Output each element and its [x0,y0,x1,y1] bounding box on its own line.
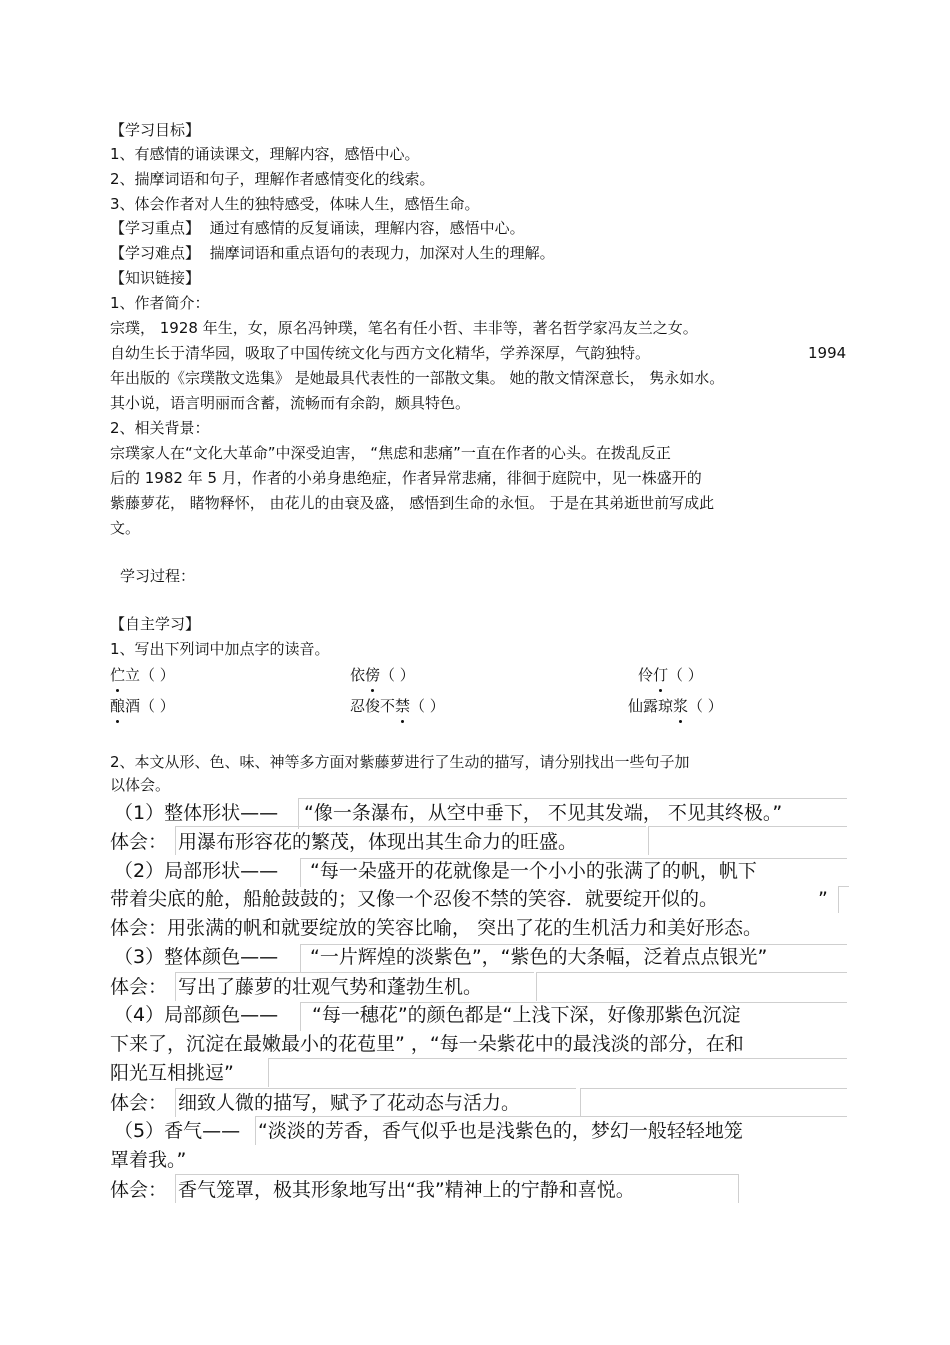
pinyin-item: 酿酒（ ） [110,697,175,715]
answer-3-feel-label: 体会： [110,976,168,998]
dotted-char: 酿 [110,697,126,715]
dotted-char: 仃 [653,666,669,684]
pinyin-item: 伫立（ ） [110,666,175,684]
question-2-line-1: 2、本文从形、色、味、神等多方面对紫藤萝进行了生动的描写，请分别找出一些句子加 [110,753,690,771]
author-line-4: 其小说，语言明丽而含蓄，流畅而有余韵，颇具特色。 [110,394,471,412]
author-line-2: 自幼生长于清华园，吸取了中国传统文化与西方文化精华，学养深厚，气韵独特。 [110,344,651,362]
author-line-1: 宗璞， 1928 年生，女，原名冯钟璞，笔名有任小哲、丰非等，著名哲学家冯友兰之女。 [110,319,698,337]
answer-4-label: （4）局部颜色—— [114,1004,279,1026]
question-1: 1、写出下列词中加点字的读音。 [110,640,330,658]
process-heading: 学习过程： [120,567,196,585]
answer-5-feel-label: 体会： [110,1179,168,1201]
key-point [110,218,525,238]
answer-5-quote-2: 罩着我。” [110,1149,187,1171]
answer-5-label: （5）香气—— [114,1120,241,1142]
author-heading: 1、作者简介： [110,294,210,312]
answer-1-feel: 用瀑布形容花的繁茂，体现出其生命力的旺盛。 [178,831,578,853]
answer-4-quote-2: 下来了，沉淀在最嫩最小的花苞里” ，“每一朵紫花中的最浅淡的部分，在和 [110,1033,744,1055]
knowledge-link-heading: 【知识链接】 [110,269,201,287]
background-line-2: 后的 1982 年 5 月，作者的小弟身患绝症，作者异常悲痛，徘徊于庭院中，见一株盛开的 [110,469,702,487]
key-point-text: 通过有感情的反复诵读，理解内容，感悟中心。 [209,219,525,237]
answer-frame [580,1088,847,1117]
answer-4-feel: 细致人微的描写，赋予了花动态与活力。 [178,1092,521,1114]
answer-5-quote-1: “淡淡的芳香，香气似乎也是浅紫色的，梦幻一般轻轻地笼 [258,1120,743,1142]
goal-1: 1、有感情的诵读课文，理解内容，感悟中心。 [110,145,420,163]
answer-frame [268,1058,847,1087]
answer-5-feel: 香气笼罩，极其形象地写出“我”精神上的宁静和喜悦。 [178,1179,635,1201]
dotted-char: 伫 [110,666,126,684]
answer-3-feel: 写出了藤萝的壮观气势和蓬勃生机。 [178,976,483,998]
answer-1-label: （1）整体形状—— [114,802,279,824]
answer-4-quote-1: “每一穗花”的颜色都是“上浅下深，好像那紫色沉淀 [312,1004,741,1026]
goals-heading: 【学习目标】 [110,121,201,139]
pinyin-item: 忍俊不禁（ ） [350,697,445,715]
question-2-line-2: 以体会。 [110,776,171,794]
difficulty-label: 【学习难点】 [110,244,201,262]
answer-3-quote: “一片辉煌的淡紫色”，“紫色的大条幅，泛着点点银光” [310,946,768,968]
author-year: 1994 [808,344,847,362]
dotted-char: 傍 [365,666,381,684]
pinyin-item: 伶仃（ ） [638,666,703,684]
answer-2-label: （2）局部形状—— [114,860,279,882]
dotted-char: 禁 [395,697,411,715]
key-point-label: 【学习重点】 [110,219,201,237]
answer-frame [838,886,849,913]
background-line-3: 紫藤萝花， 睹物释怀， 由花儿的由衰及盛， 感悟到生命的永恒。 于是在其弟逝世前写成此 [110,494,715,512]
answer-2-quote-2: 带着尖底的舱，船舱鼓鼓的；又像一个忍俊不禁的笑容．就要绽开似的。 [110,888,719,910]
answer-4-feel-label: 体会： [110,1092,168,1114]
answer-2-quote-1: “每一朵盛开的花就像是一个小小的张满了的帆，帆下 [310,860,757,882]
goal-2: 2、揣摩词语和句子，理解作者感情变化的线索。 [110,170,435,188]
answer-3-label: （3）整体颜色—— [114,946,279,968]
answer-2-quote-end: ” [818,888,828,910]
goal-3: 3、体会作者对人生的独特感受，体味人生，感悟生命。 [110,195,480,213]
answer-1-quote: “像一条瀑布，从空中垂下， 不见其发端， 不见其终极。” [304,802,783,824]
pinyin-item: 依傍（ ） [350,666,415,684]
difficulty-text: 揣摩词语和重点语句的表现力，加深对人生的理解。 [209,244,555,262]
answer-4-quote-3: 阳光互相挑逗” [110,1062,234,1084]
background-heading: 2、相关背景： [110,419,210,437]
answer-2-feel: 体会：用张满的帆和就要绽放的笑容比喻， 突出了花的生机活力和美好形态。 [110,917,763,939]
pinyin-item: 仙露琼浆（ ） [628,697,723,715]
background-line-1: 宗璞家人在“文化大革命”中深受迫害， “焦虑和悲痛”一直在作者的心头。在拨乱反正 [110,444,671,462]
self-study-heading: 【自主学习】 [110,615,201,633]
answer-1-feel-label: 体会： [110,831,168,853]
difficulty [110,243,555,263]
answer-frame [536,972,847,1001]
background-line-4: 文。 [110,519,141,537]
dotted-char: 浆 [673,697,689,715]
answer-frame [648,826,847,855]
author-line-3: 年出版的《宗璞散文选集》 是她最具代表性的一部散文集。 她的散文情深意长， 隽永如水。 [110,369,725,387]
